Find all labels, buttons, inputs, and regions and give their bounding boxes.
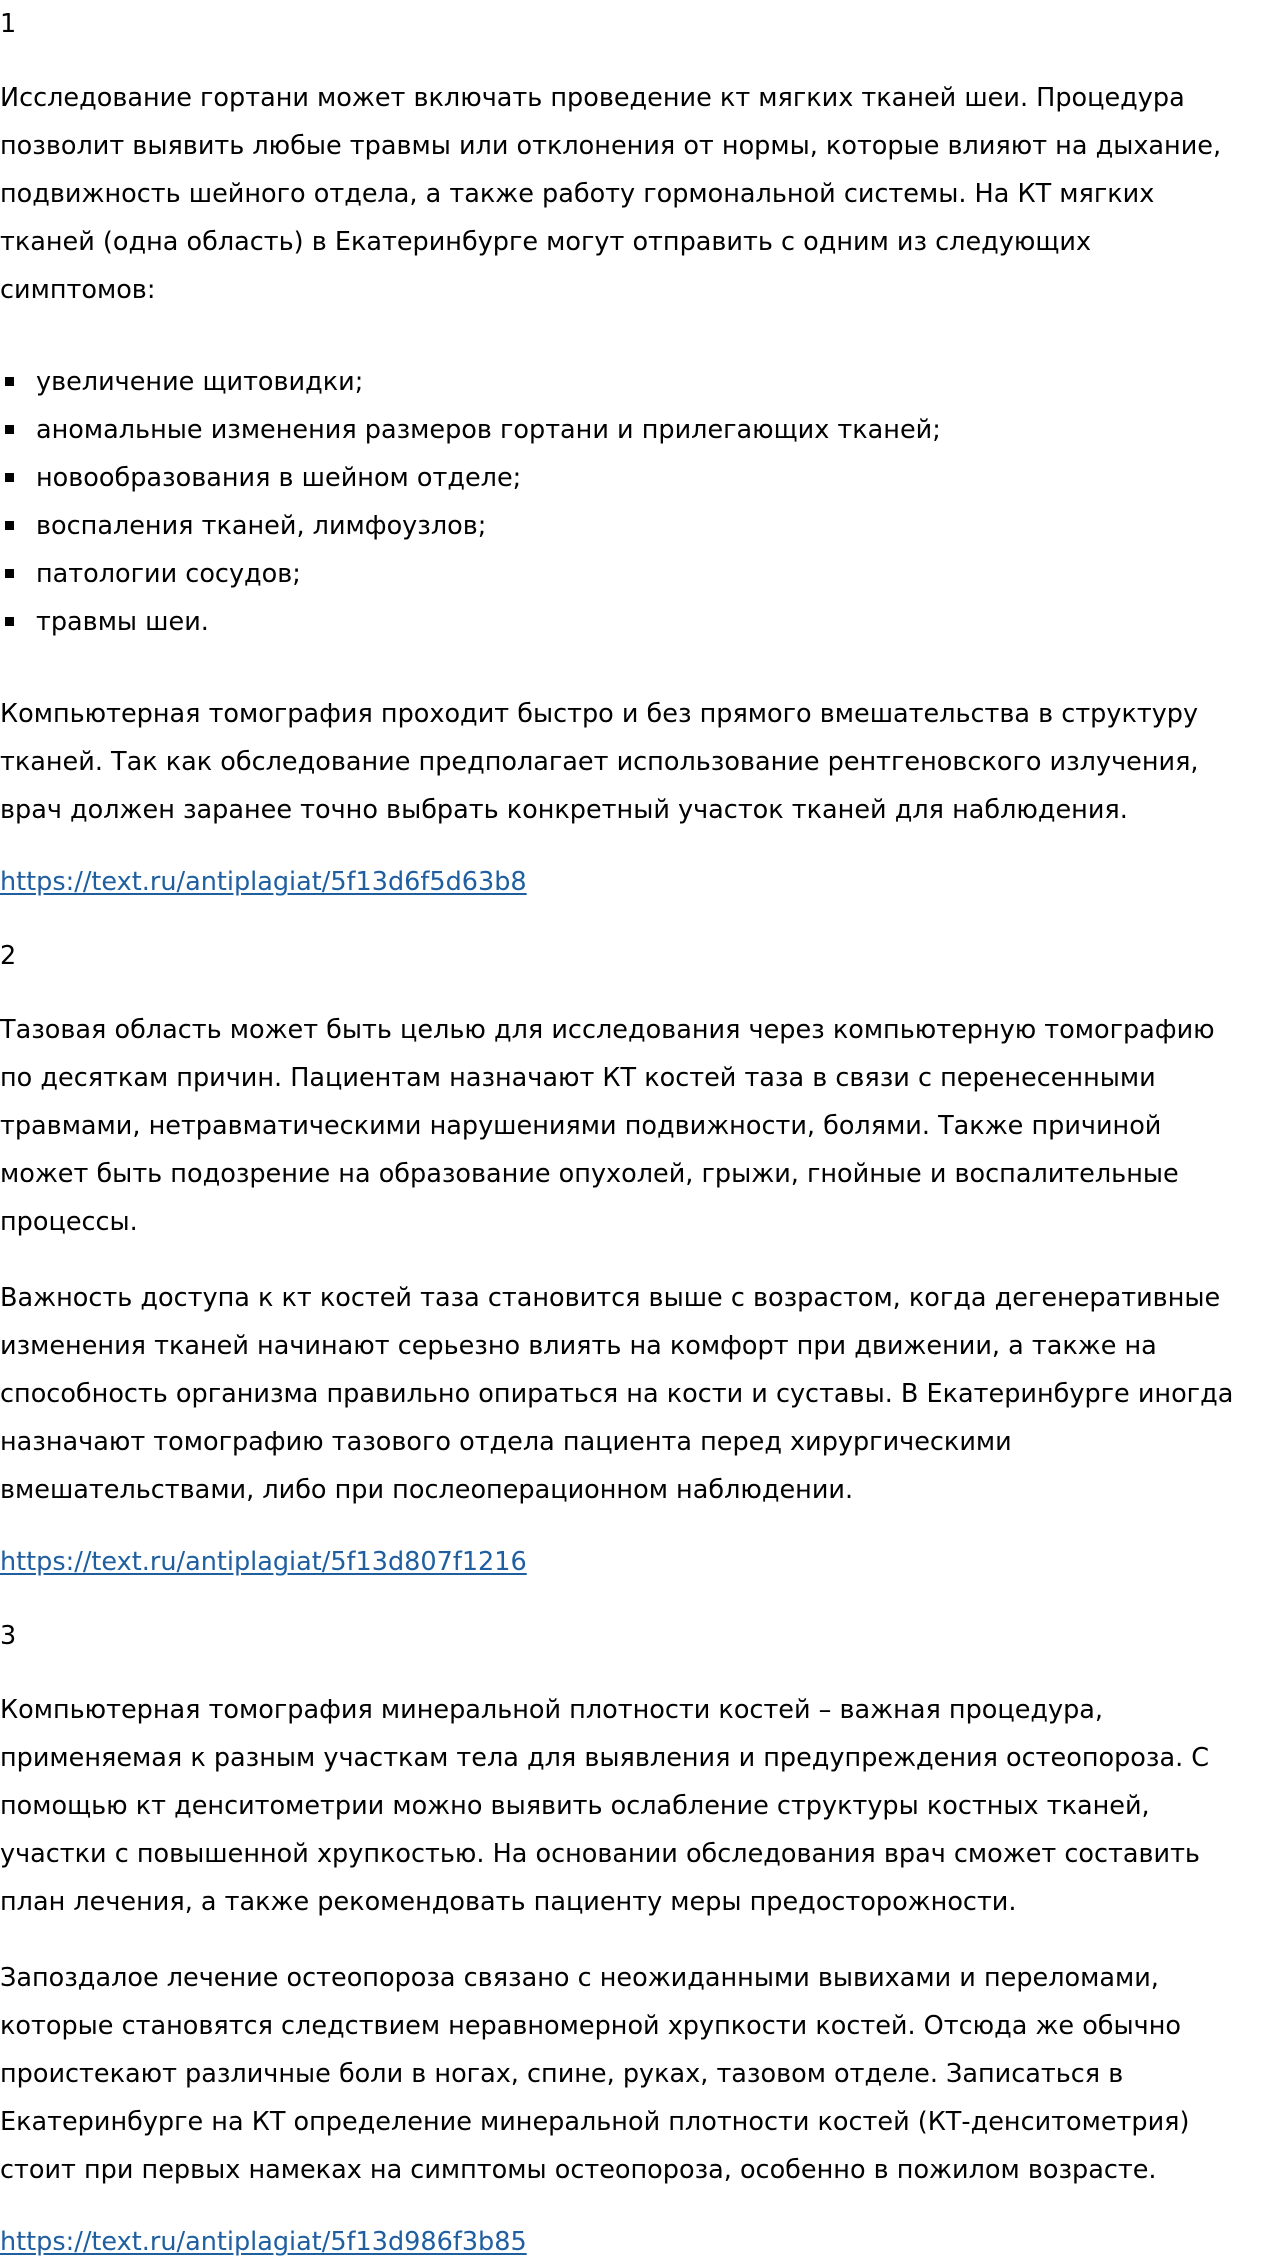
list-item: новообразования в шейном отделе; xyxy=(0,454,941,502)
list-item: аномальные изменения размеров гортани и прилегающих тканей; xyxy=(0,406,941,454)
square-bullet-icon xyxy=(5,377,14,386)
paragraph: Важность доступа к кт костей таза становится выше с возрастом, когда дегенеративные изменения тканей начинают серьезно влиять на комфорт при движении, а также на способность организма правильно опираться на кости и суставы. В Екатеринбурге иногда назначают томографию тазового отдела пациента перед хирургическими вмешательствами, либо при послеоперационном наблюдении. xyxy=(0,1283,1234,1505)
section-number: 1 xyxy=(0,9,17,39)
square-bullet-icon xyxy=(5,617,14,626)
paragraph: Компьютерная томография минеральной плотности костей – важная процедура, применяемая к разным участкам тела для выявления и предупреждения остеопороза. С помощью кт денситометрии можно выявить ослабление структуры костных тканей, участки с повышенной хрупкостью. На основании обследования врач сможет составить план лечения, а также рекомендовать пациенту меры предосторожности. xyxy=(0,1695,1210,1917)
section-number: 3 xyxy=(0,1621,17,1651)
section-number: 2 xyxy=(0,941,17,971)
list-item: воспаления тканей, лимфоузлов; xyxy=(0,502,941,550)
paragraph: Компьютерная томография проходит быстро и без прямого вмешательства в структуру тканей. Так как обследование предполагает использование рентгеновского излучения, врач должен заранее точно выбрать конкретный участок тканей для наблюдения. xyxy=(0,699,1199,825)
square-bullet-icon xyxy=(5,569,14,578)
square-bullet-icon xyxy=(5,521,14,530)
square-bullet-icon xyxy=(5,473,14,482)
antiplagiat-link[interactable]: https://text.ru/antiplagiat/5f13d986f3b85 xyxy=(0,2227,527,2257)
antiplagiat-link[interactable]: https://text.ru/antiplagiat/5f13d6f5d63b8 xyxy=(0,867,527,897)
list-item: увеличение щитовидки; xyxy=(0,358,941,406)
symptom-list xyxy=(0,358,941,646)
square-bullet-icon xyxy=(5,425,14,434)
paragraph: Запоздалое лечение остеопороза связано с неожиданными вывихами и переломами, которые становятся следствием неравномерной хрупкости костей. Отсюда же обычно проистекают различные боли в ногах, спине, руках, тазовом отделе. Записаться в Екатеринбурге на КТ определение минеральной плотности костей (КТ-денситометрия) стоит при первых намеках на симптомы остеопороза, особенно в пожилом возрасте. xyxy=(0,1963,1190,2185)
list-item: патологии сосудов; xyxy=(0,550,941,598)
paragraph: Исследование гортани может включать проведение кт мягких тканей шеи. Процедура позволит выявить любые травмы или отклонения от нормы, которые влияют на дыхание, подвижность шейного отдела, а также работу гормональной системы. На КТ мягких тканей (одна область) в Екатеринбурге могут отправить с одним из следующих симптомов: xyxy=(0,83,1222,305)
antiplagiat-link[interactable]: https://text.ru/antiplagiat/5f13d807f1216 xyxy=(0,1547,527,1577)
paragraph: Тазовая область может быть целью для исследования через компьютерную томографию по десяткам причин. Пациентам назначают КТ костей таза в связи с перенесенными травмами, нетравматическими нарушениями подвижности, болями. Также причиной может быть подозрение на образование опухолей, грыжи, гнойные и воспалительные процессы. xyxy=(0,1015,1215,1237)
list-item: травмы шеи. xyxy=(0,598,941,646)
